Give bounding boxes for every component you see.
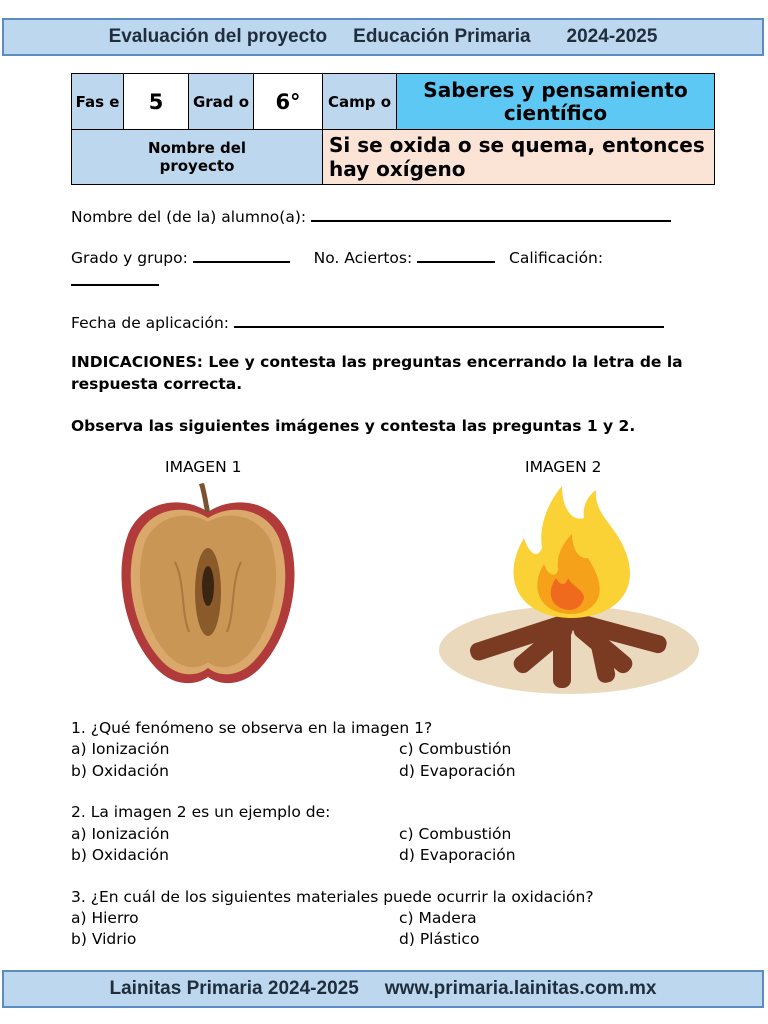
question-1: 1. ¿Qué fenómeno se observa en la imagen 1? bbox=[71, 719, 433, 737]
footer-brand: Lainitas Primaria 2024-2025 bbox=[109, 978, 359, 999]
calificacion-line bbox=[71, 270, 159, 290]
fase-value: 5 bbox=[124, 74, 189, 130]
q3-option-a[interactable]: a) Hierro bbox=[71, 909, 139, 927]
q2-option-d[interactable]: d) Evaporación bbox=[399, 846, 516, 864]
q3-option-b[interactable]: b) Vidrio bbox=[71, 930, 137, 948]
student-name-line bbox=[71, 206, 671, 226]
image-2-label: IMAGEN 2 bbox=[525, 458, 602, 476]
project-info-table bbox=[71, 73, 715, 185]
q3-option-d[interactable]: d) Plástico bbox=[399, 930, 480, 948]
group-line bbox=[71, 247, 603, 267]
group-label: Grado y grupo: bbox=[71, 249, 188, 267]
campo-value: Saberes y pensamiento científico bbox=[397, 74, 715, 130]
observe-instruction: Observa las siguientes imágenes y contesta las preguntas 1 y 2. bbox=[71, 417, 636, 435]
question-2: 2. La imagen 2 es un ejemplo de: bbox=[71, 803, 331, 821]
q2-option-a[interactable]: a) Ionización bbox=[71, 825, 170, 843]
instructions: INDICACIONES: Lee y contesta las preguntas encerrando la letra de la respuesta correcta. bbox=[71, 353, 683, 393]
fecha-line bbox=[71, 312, 664, 332]
question-3: 3. ¿En cuál de los siguientes materiales puede ocurrir la oxidación? bbox=[71, 888, 594, 906]
header-banner bbox=[2, 18, 764, 56]
header-title: Evaluación del proyecto bbox=[108, 26, 328, 47]
calificacion-label: Calificación: bbox=[509, 249, 604, 267]
proyecto-value: Si se oxida o se quema, entonces hay oxígeno bbox=[323, 130, 715, 185]
student-name-field[interactable] bbox=[311, 206, 671, 222]
q1-option-c[interactable]: c) Combustión bbox=[399, 740, 512, 758]
dried-apple-image bbox=[115, 482, 301, 690]
footer-banner bbox=[2, 970, 764, 1008]
fecha-label: Fecha de aplicación: bbox=[71, 314, 230, 332]
q2-option-c[interactable]: c) Combustión bbox=[399, 825, 512, 843]
q1-option-b[interactable]: b) Oxidación bbox=[71, 762, 169, 780]
q3-option-c[interactable]: c) Madera bbox=[399, 909, 477, 927]
calificacion-field[interactable] bbox=[71, 270, 159, 286]
q1-option-d[interactable]: d) Evaporación bbox=[399, 762, 516, 780]
fecha-field[interactable] bbox=[234, 312, 664, 328]
q1-option-a[interactable]: a) Ionización bbox=[71, 740, 170, 758]
aciertos-label: No. Aciertos: bbox=[313, 249, 413, 267]
campo-label: Camp o bbox=[323, 74, 397, 130]
grado-label: Grad o bbox=[189, 74, 254, 130]
grado-value: 6° bbox=[254, 74, 323, 130]
proyecto-label: Nombre del proyecto bbox=[72, 130, 323, 185]
header-year: 2024-2025 bbox=[566, 26, 658, 47]
footer-url[interactable]: www.primaria.lainitas.com.mx bbox=[384, 978, 657, 999]
aciertos-field[interactable] bbox=[417, 247, 495, 263]
image-1-label: IMAGEN 1 bbox=[165, 458, 242, 476]
group-field[interactable] bbox=[193, 247, 290, 263]
q2-option-b[interactable]: b) Oxidación bbox=[71, 846, 169, 864]
header-level: Educación Primaria bbox=[353, 26, 531, 47]
campfire-image bbox=[438, 478, 700, 698]
student-name-label: Nombre del (de la) alumno(a): bbox=[71, 208, 307, 226]
fase-label: Fas e bbox=[72, 74, 124, 130]
